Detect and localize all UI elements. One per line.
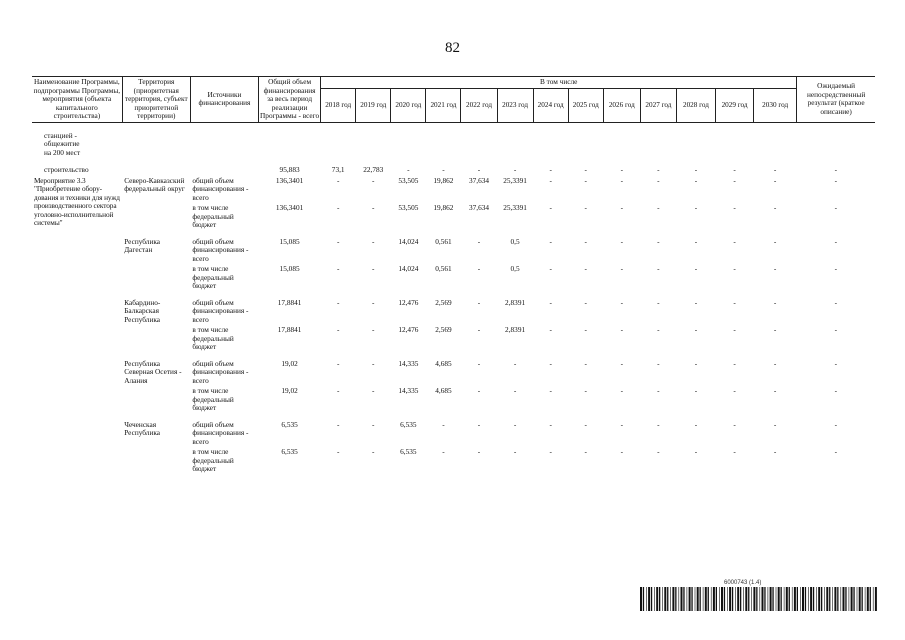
year-value: 53,505 (398, 203, 419, 212)
result-value: - (834, 419, 838, 429)
total-cell: 17,8841 (277, 297, 302, 307)
year-value: - (549, 358, 552, 368)
year-value: - (513, 386, 517, 395)
year-value: - (694, 358, 698, 368)
header-year: 2029 год (716, 89, 754, 123)
year-value: 53,505 (398, 175, 419, 185)
result-value: - (834, 386, 838, 395)
header-year: 2027 год (640, 89, 676, 123)
year-value: - (620, 203, 624, 212)
page-number: 82 (445, 40, 460, 56)
year-value: - (694, 325, 698, 334)
total-cell: 15,085 (279, 236, 300, 246)
year-value: 14,024 (398, 236, 419, 246)
spacer-row (32, 122, 875, 131)
year-value: - (477, 419, 481, 429)
year-value: 14,335 (398, 358, 419, 368)
result-value: - (834, 358, 838, 368)
year-value: - (733, 175, 736, 185)
year-value: - (773, 175, 777, 185)
year-value: - (513, 447, 517, 456)
year-value: - (694, 175, 698, 185)
year-value: - (584, 264, 587, 273)
year-value: - (584, 386, 587, 395)
year-value: - (620, 297, 624, 307)
year-value: - (336, 419, 340, 429)
source-cell: в том числе федеральный бюджет (192, 447, 234, 473)
result-value: - (834, 325, 838, 334)
year-value: - (477, 165, 481, 174)
continuation-text (32, 131, 122, 159)
year-value: - (733, 264, 736, 273)
year-value: 4,685 (435, 386, 452, 395)
header-including: В том числе (321, 77, 797, 89)
source-cell: в том числе федеральный бюджет (192, 264, 234, 290)
year-value: - (773, 264, 777, 273)
year-value: - (372, 358, 375, 368)
total-cell: 17,8841 (277, 325, 302, 334)
year-value: 14,024 (398, 264, 419, 273)
result-value: - (834, 203, 838, 212)
source-cell: общий объем финансирования - всего (192, 297, 249, 324)
result-value: - (834, 447, 838, 456)
continuation-text-row (32, 131, 875, 159)
year-value: - (372, 203, 375, 212)
continuation-last-line: строительство (44, 165, 89, 174)
header-year: 2021 год (426, 89, 461, 123)
barcode-image (640, 587, 878, 611)
year-value: - (694, 264, 698, 273)
header-year: 2024 год (533, 89, 568, 123)
year-value: - (336, 264, 340, 273)
source-cell: в том числе федеральный бюджет (192, 325, 234, 351)
year-value: 73,1 (331, 165, 345, 174)
year-value: - (773, 386, 777, 395)
year-value: - (773, 236, 777, 246)
year-value: 14,335 (398, 386, 419, 395)
continuation-line: станцией - (44, 130, 77, 140)
year-value: - (773, 447, 777, 456)
year-value: - (620, 325, 624, 334)
year-value: - (773, 203, 777, 212)
year-value: 2,569 (435, 297, 452, 307)
year-value: 25,3391 (503, 175, 527, 185)
year-value: - (694, 386, 698, 395)
year-value: - (513, 165, 517, 174)
year-value: - (694, 297, 698, 307)
source-cell: общий объем финансирования - всего (192, 358, 249, 385)
year-value: - (773, 165, 777, 174)
total-cell: 19,02 (281, 386, 298, 395)
financing-table (32, 76, 875, 475)
year-value: - (773, 358, 777, 368)
year-value: - (372, 386, 375, 395)
year-value: - (694, 236, 698, 246)
year-value: - (657, 203, 660, 212)
year-value: - (657, 236, 660, 246)
data-row (32, 298, 875, 326)
year-value: - (549, 264, 552, 273)
year-value: - (513, 358, 517, 368)
header-year: 2030 год (754, 89, 797, 123)
year-value: - (407, 165, 410, 174)
year-value: - (549, 236, 552, 246)
year-value: - (584, 447, 587, 456)
header-name: Наименование Программы, подпрограммы Программы, мероприятия (объекта капитального строительства) (32, 77, 122, 123)
source-cell: общий объем финансирования - всего (192, 419, 249, 446)
year-value: 0,561 (435, 236, 452, 246)
year-value: - (773, 325, 777, 334)
total-cell: 6,535 (281, 419, 298, 429)
year-value: - (336, 236, 340, 246)
year-value: - (657, 325, 660, 334)
year-value: - (694, 419, 698, 429)
result-value: - (834, 175, 838, 185)
total-cell: 136,3401 (275, 175, 304, 185)
year-value: - (549, 447, 552, 456)
year-value: - (657, 419, 660, 429)
data-row (32, 176, 875, 204)
source-cell: общий объем финансирования - всего (192, 175, 249, 202)
year-value: - (584, 358, 587, 368)
result-value: - (834, 236, 838, 246)
year-value: 0,5 (510, 236, 520, 246)
year-value: - (733, 203, 736, 212)
year-value: - (694, 165, 698, 174)
year-value: - (477, 358, 481, 368)
year-value: - (657, 264, 660, 273)
data-row (32, 420, 875, 448)
year-value: - (372, 447, 375, 456)
year-value: - (372, 419, 375, 429)
source-cell: общий объем финансирования - всего (192, 236, 249, 263)
year-value: - (336, 447, 340, 456)
territory-cell: Северо-Кавказский федеральный округ (124, 175, 185, 193)
year-value: - (336, 297, 340, 307)
source-cell: в том числе федеральный бюджет (192, 386, 234, 412)
territory-cell: Кабардино-Балкарская Республика (124, 297, 161, 324)
year-value: - (513, 419, 517, 429)
header-year: 2026 год (603, 89, 640, 123)
result-value: - (834, 165, 838, 174)
year-value: - (372, 325, 375, 334)
year-value: - (773, 419, 777, 429)
total-cell: 15,085 (279, 264, 300, 273)
year-value: 12,476 (398, 297, 419, 307)
header-territory: Территория (приоритетная территория, субъект приоритетной территории) (122, 77, 190, 123)
territory-cell: Республика Дагестан (124, 236, 161, 254)
year-value: - (657, 165, 660, 174)
year-value: - (620, 419, 624, 429)
year-value: 2,8391 (505, 325, 526, 334)
data-row (32, 359, 875, 387)
year-value: 22,783 (363, 165, 384, 174)
year-value: - (773, 297, 777, 307)
year-value: - (584, 419, 587, 429)
year-value: - (657, 175, 660, 185)
year-value: - (620, 358, 624, 368)
continuation-total: 95,883 (279, 165, 300, 174)
year-value: 19,862 (433, 175, 454, 185)
year-value: - (372, 175, 375, 185)
barcode-label: 6000743 (1.4) (724, 580, 762, 586)
year-value: - (477, 447, 481, 456)
header-result: Ожидаемый непосредственный результат (краткое описание) (797, 77, 875, 123)
year-value: 6,535 (400, 419, 417, 429)
year-value: - (733, 386, 736, 395)
year-value: 2,569 (435, 325, 452, 334)
year-value: - (549, 297, 552, 307)
continuation-line: на 200 мест (44, 147, 81, 157)
year-value: - (733, 325, 736, 334)
territory-cell: Чеченская Республика (124, 419, 161, 437)
year-value: 0,561 (435, 264, 452, 273)
year-value: - (733, 447, 736, 456)
header-year: 2023 год (497, 89, 533, 123)
year-value: - (620, 264, 624, 273)
year-value: - (549, 386, 552, 395)
year-value: - (372, 297, 375, 307)
year-value: - (657, 297, 660, 307)
header-sources: Источники финансирования (190, 77, 258, 123)
total-cell: 136,3401 (275, 203, 304, 212)
year-value: - (657, 358, 660, 368)
year-value: - (733, 165, 736, 174)
year-value: - (477, 264, 481, 273)
year-value: - (694, 447, 698, 456)
year-value: - (620, 447, 624, 456)
header-year: 2020 год (391, 89, 426, 123)
header-total: Общий объем финансирования за весь период реализации Программы - всего (260, 77, 320, 120)
year-value: - (694, 203, 698, 212)
year-value: - (584, 297, 587, 307)
territory-cell: Республика Северная Осетия - Алания (124, 358, 182, 385)
year-value: - (442, 419, 445, 429)
year-value: 0,5 (510, 264, 520, 273)
year-value: - (442, 447, 445, 456)
header-year: 2018 год (321, 89, 356, 123)
year-value: - (620, 175, 624, 185)
year-value: - (657, 386, 660, 395)
year-value: - (620, 236, 624, 246)
year-value: - (733, 297, 736, 307)
year-value: - (620, 165, 624, 174)
year-value: - (733, 419, 736, 429)
year-value: - (733, 236, 736, 246)
year-value: - (372, 264, 375, 273)
year-value: - (336, 175, 340, 185)
year-value: - (442, 165, 445, 174)
year-value: - (549, 325, 552, 334)
year-value: - (733, 358, 736, 368)
year-value: - (549, 165, 552, 174)
header-year: 2025 год (568, 89, 603, 123)
year-value: - (336, 203, 340, 212)
year-value: - (620, 386, 624, 395)
year-value: - (477, 297, 481, 307)
year-value: 2,8391 (505, 297, 526, 307)
total-cell: 19,02 (281, 358, 298, 368)
continuation-line: общежитие (44, 139, 80, 148)
year-value: 37,634 (468, 203, 490, 212)
year-value: - (372, 236, 375, 246)
activity-name: Мероприятие 3.3 "Приобретение обору-дования и техники для нужд производственного сектора уголовно-исполнительной системы" (34, 175, 120, 227)
result-value: - (834, 264, 838, 273)
year-value: - (477, 386, 481, 395)
year-value: - (657, 447, 660, 456)
year-value: - (336, 358, 340, 368)
source-cell: в том числе федеральный бюджет (192, 203, 234, 229)
year-value: - (584, 325, 587, 334)
year-value: - (549, 203, 552, 212)
year-value: 4,685 (435, 358, 452, 368)
result-value: - (834, 297, 838, 307)
continuation-row (32, 158, 875, 176)
header-year: 2022 год (461, 89, 497, 123)
year-value: - (336, 386, 340, 395)
total-cell: 6,535 (281, 447, 298, 456)
year-value: - (477, 236, 481, 246)
year-value: - (584, 236, 587, 246)
year-value: - (477, 325, 481, 334)
year-value: - (584, 203, 587, 212)
header-year: 2028 год (676, 89, 715, 123)
year-value: - (549, 175, 552, 185)
header-year: 2019 год (356, 89, 391, 123)
year-value: 12,476 (398, 325, 419, 334)
year-value: 19,862 (433, 203, 454, 212)
year-value: - (584, 175, 587, 185)
year-value: 6,535 (400, 447, 417, 456)
year-value: 37,634 (468, 175, 490, 185)
data-row (32, 237, 875, 265)
year-value: - (584, 165, 587, 174)
year-value: - (336, 325, 340, 334)
year-value: - (549, 419, 552, 429)
year-value: 25,3391 (503, 203, 527, 212)
